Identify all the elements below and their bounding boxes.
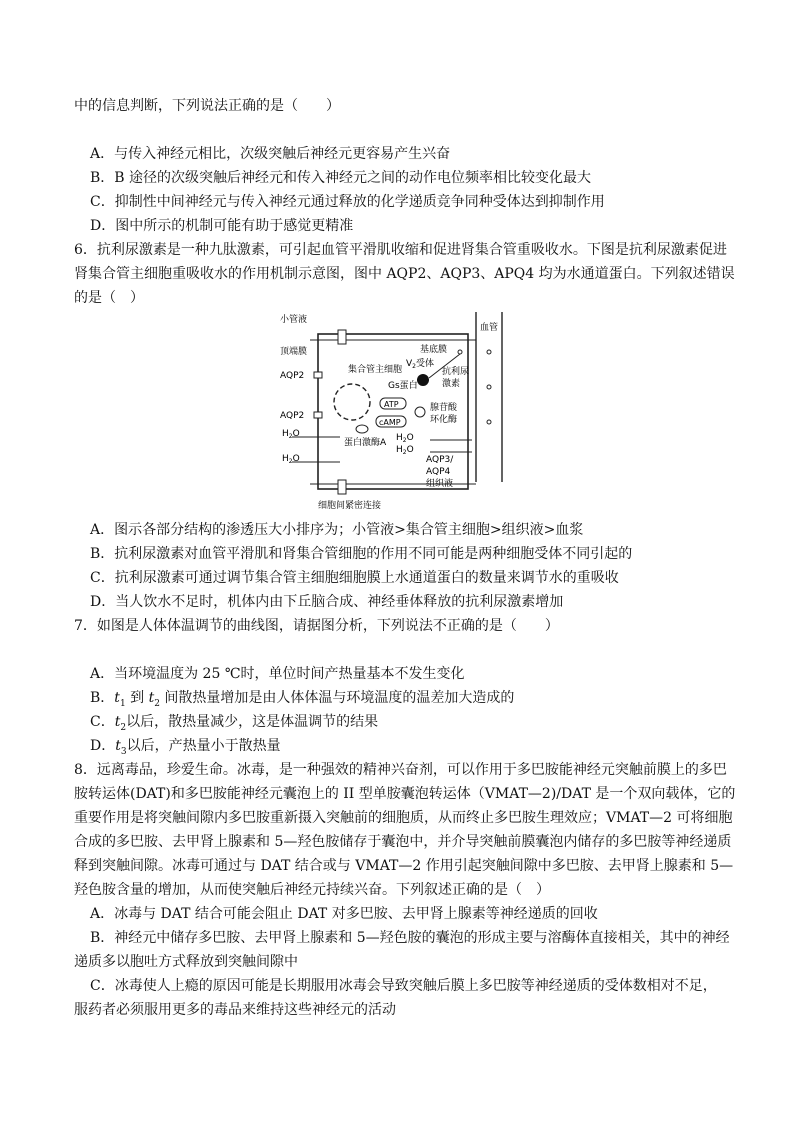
label-adenylyl-2: 环化酶 [430, 415, 458, 425]
aqp2-channel-b [314, 412, 322, 418]
q6-stem-line3: 的是（ ） [74, 290, 144, 306]
label-tissue-fluid: 组织液 [426, 479, 454, 489]
aqp2-channel-a [314, 372, 322, 378]
label-aqp2-a: AQP2 [280, 371, 305, 381]
q5-option-b: B．B 途径的次级突触后神经元和传入神经元之间的动作电位频率相比较变化最大 [90, 170, 592, 186]
q7-d-t: t [115, 738, 121, 754]
label-camp: cAMP [379, 418, 401, 427]
q7-b-mid: 到 [125, 690, 149, 706]
v2-receptor-shape [417, 374, 429, 386]
q6-stem-line1: 6．抗利尿激素是一种九肽激素，可引起血管平滑肌收缩和促进肾集合管重吸收水。下图是抗利尿激素促进 [74, 242, 727, 258]
q7-c-prefix: C． [90, 714, 115, 730]
q8-stem-line4: 合成的多巴胺、去甲肾上腺素和 5—羟色胺储存于囊泡中，并介导突触前膜囊泡内储存的多巴胺等神经递质 [74, 834, 732, 850]
label-v2-receptor: $V_2$受体 [406, 359, 435, 370]
q7-c-t-sub: 2 [120, 722, 127, 733]
q5-option-c: C．抑制性中间神经元与传入神经元通过释放的化学递质竞争同种受体达到抑制作用 [90, 194, 605, 210]
label-h2o-c: $H_2O$ [396, 433, 414, 444]
label-aqp2-b: AQP2 [280, 411, 305, 421]
q8-stem-line5: 释到突触间隙。冰毒可通过与 DAT 结合或与 VMAT—2 作用引起突触间隙中多巴胺、去甲肾上腺素和 5— [74, 858, 734, 874]
label-atp: ATP [384, 400, 399, 409]
q7-d-text: 以后，产热量小于散热量 [126, 738, 281, 754]
q8-option-c-line2: 服药者必须服用更多的毒品来维持这些神经元的活动 [74, 1002, 396, 1018]
q6-option-d: D．当人饮水不足时，机体内由下丘脑合成、神经垂体释放的抗利尿激素增加 [90, 594, 564, 610]
label-adh-1: 抗利尿 [442, 367, 470, 377]
q7-b-t1-sub: 1 [119, 698, 126, 709]
adh-molecule-dot [458, 350, 462, 354]
q7-b-prefix: B． [90, 690, 115, 706]
label-h2o-d: $H_2O$ [396, 445, 414, 456]
label-tight-junction: 细胞间紧密连接 [318, 501, 382, 511]
vessel-dot [487, 420, 491, 424]
q7-option-a: A．当环境温度为 25 ℃时，单位时间产热量基本不发生变化 [90, 666, 465, 682]
q7-stem: 7．如图是人体体温调节的曲线图，请据图分析，下列说法不正确的是（ ） [74, 618, 559, 634]
q7-d-t-sub: 3 [120, 746, 127, 757]
q8-option-b-line1: B．神经元中储存多巴胺、去甲肾上腺素和 5—羟色胺的囊泡的形成主要与溶酶体直接相关，其中的神经 [90, 930, 730, 946]
q6-option-b: B．抗利尿激素对血管平滑肌和肾集合管细胞的作用不同可能是两种细胞受体不同引起的 [90, 546, 633, 562]
q8-option-a: A．冰毒与 DAT 结合可能会阻止 DAT 对多巴胺、去甲肾上腺素等神经递质的回收 [90, 906, 598, 922]
vesicle-cycle [334, 384, 370, 420]
vessel-dot [487, 385, 491, 389]
adh-diagram-svg [280, 312, 520, 512]
label-pka: 蛋白激酶A [344, 438, 387, 448]
q8-option-b-line2: 递质多以胞吐方式释放到突触间隙中 [74, 954, 298, 970]
q7-b-t2: t [148, 690, 155, 706]
label-principal-cell: 集合管主细胞 [348, 365, 403, 375]
vessel-dot [487, 350, 491, 354]
label-h2o-b: $H_2O$ [282, 454, 300, 465]
tight-junction-bottom [338, 480, 346, 494]
q7-c-t: t [114, 714, 121, 730]
q7-b-t2-sub: 2 [154, 698, 160, 709]
label-blood-vessel: 血管 [480, 323, 499, 333]
label-h2o-a: $H_2O$ [282, 429, 300, 440]
q7-c-text: 以后，散热量减少，这是体温调节的结果 [126, 714, 379, 730]
label-gs-protein: Gs蛋白 [388, 381, 418, 391]
q8-stem-line6: 羟色胺含量的增加，从而使突触后神经元持续兴奋。下列叙述正确的是（ ） [74, 882, 550, 898]
adenylyl-cyclase-shape [415, 407, 425, 417]
label-apical-membrane: 顶端膜 [280, 347, 308, 357]
label-adh-2: 激素 [442, 379, 461, 389]
q6-stem-line2: 肾集合管主细胞重吸收水的作用机制示意图，图中 AQP2、AQP3、APQ4 均为水通道蛋白。下列叙述错误 [74, 266, 735, 282]
label-tubule-fluid: 小管液 [280, 315, 308, 325]
q8-stem-line3: 重要作用是将突触间隙内多巴胺重新摄入突触前的细胞质，从而终止多巴胺生理效应；VMAT—2 可将细胞 [74, 810, 733, 826]
q7-b-t1: t [114, 690, 120, 706]
q8-stem-line1: 8．远离毒品，珍爱生命。冰毒，是一种强效的精神兴奋剂，可以作用于多巴胺能神经元突触前膜上的多巴 [74, 762, 727, 778]
q7-d-prefix: D． [90, 738, 116, 754]
pka-shape [356, 425, 368, 433]
q7-b-text: 间散热量增加是由人体体温与环境温度的温差加大造成的 [159, 690, 515, 706]
label-basement-membrane: 基底膜 [420, 345, 448, 355]
tight-junction-top [338, 330, 346, 344]
q7-option-d [90, 736, 281, 762]
q8-stem-line2: 胺转运体(DAT)和多巴胺能神经元囊泡上的 II 型单胺囊泡转运体（VMAT—2)/DAT 是一个双向载体，它的 [74, 786, 736, 802]
q5-option-d: D．图中所示的机制可能有助于感觉更精准 [90, 218, 354, 234]
q8-option-c-line1: C．冰毒使人上瘾的原因可能是长期服用冰毒会导致突触后膜上多巴胺等神经递质的受体数相对不足， [90, 978, 717, 994]
label-aqp34-2: AQP4 [426, 467, 451, 477]
adh-mechanism-diagram [280, 312, 520, 512]
label-aqp34-1: AQP3/ [426, 455, 454, 465]
q7-option-b [90, 688, 514, 714]
q6-option-a: A．图示各部分结构的渗透压大小排序为；小管液>集合管主细胞>组织液>血浆 [90, 522, 584, 538]
q7-option-c [90, 712, 378, 738]
question-5-stem-end: 中的信息判断，下列说法正确的是（ ） [74, 98, 340, 114]
q5-option-a: A．与传入神经元相比，次级突触后神经元更容易产生兴奋 [90, 146, 451, 162]
label-adenylyl-1: 腺苷酸 [430, 403, 458, 413]
q6-option-c: C．抗利尿激素可通过调节集合管主细胞细胞膜上水通道蛋白的数量来调节水的重吸收 [90, 570, 619, 586]
